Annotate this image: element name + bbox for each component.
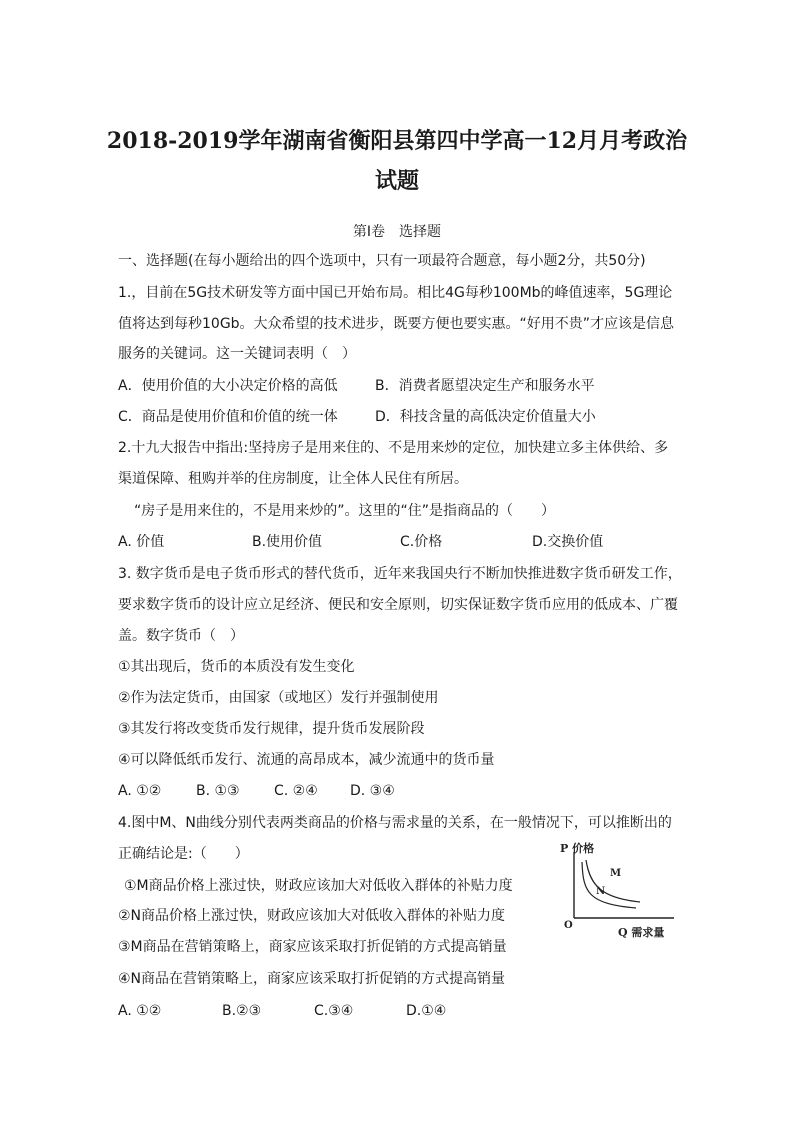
q2-option-a: A. 价值 <box>118 534 165 550</box>
q1-line-1: 1.，目前在5G技术研发等方面中国已开始布局。相比4G每秒100Mb的峰值速率，5G理论 <box>118 285 673 301</box>
q3-answer-a: A. ①② <box>118 783 162 799</box>
price-demand-figure <box>556 838 686 948</box>
q1-option-c: C．商品是使用价值和价值的统一体 <box>118 409 338 425</box>
y-axis-label: P 价格 <box>560 842 595 855</box>
q4-item-3: ③M商品在营销策略上，商家应该采取打折促销的方式提高销量 <box>118 939 507 955</box>
q2-line-3: “房子是用来住的，不是用来炒的”。这里的“住”是指商品的（ ） <box>134 503 556 519</box>
q2-option-d: D.交换价值 <box>532 534 604 550</box>
q3-line-3: 盖。数字货币（ ） <box>118 628 244 644</box>
q4-item-1: ①M商品价格上涨过快，财政应该加大对低收入群体的补贴力度 <box>124 878 513 894</box>
document-title-line2: 试题 <box>374 168 419 194</box>
q1-option-b: B．消费者愿望决定生产和服务水平 <box>375 378 595 394</box>
q1-line-2: 值将达到每秒10Gb。大众希望的技术进步，既要方便也要实惠。“好用不贵”才应该是信息 <box>118 316 675 332</box>
q4-line-1: 4.图中M、N曲线分别代表两类商品的价格与需求量的关系，在一般情况下，可以推断出的 <box>118 815 672 831</box>
q4-item-4: ④N商品在营销策略上，商家应该采取打折促销的方式提高销量 <box>118 971 506 987</box>
q3-item-4: ④可以降低纸币发行、流通的高昂成本，减少流通中的货币量 <box>118 752 495 768</box>
q4-line-2: 正确结论是:（ ） <box>118 846 249 862</box>
q1-option-d: D．科技含量的高低决定价值量大小 <box>375 409 596 425</box>
instruction-text: 一、选择题(在每小题给出的四个选项中，只有一项最符合题意，每小题2分，共50分) <box>118 253 646 269</box>
q4-answer-c: C.③④ <box>314 1003 354 1019</box>
q3-answer-b: B. ①③ <box>196 783 240 799</box>
q1-option-a: A．使用价值的大小决定价格的高低 <box>118 378 338 394</box>
q3-line-2: 要求数字货币的设计应立足经济、便民和安全原则，切实保证数字货币应用的低成本、广覆 <box>118 597 678 613</box>
curve-m <box>586 860 640 902</box>
q4-answer-a: A. ①② <box>118 1003 162 1019</box>
curve-n <box>582 862 636 908</box>
q3-item-1: ①其出现后，货币的本质没有发生变化 <box>118 659 355 675</box>
q2-line-1: 2.十九大报告中指出:坚持房子是用来住的、不是用来炒的定位，加快建立多主体供给、多 <box>118 440 669 456</box>
curve-n-label: N <box>596 886 606 897</box>
x-axis-label: Q 需求量 <box>618 926 665 939</box>
origin-label: O <box>564 920 573 931</box>
document-title-line1: 2018-2019学年湖南省衡阳县第四中学高一12月月考政治 <box>106 128 688 154</box>
curve-m-label: M <box>610 868 622 879</box>
q3-item-3: ③其发行将改变货币发行规律，提升货币发展阶段 <box>118 721 425 737</box>
q4-item-2: ②N商品价格上涨过快，财政应该加大对低收入群体的补贴力度 <box>118 908 506 924</box>
q1-line-3: 服务的关键词。这一关键词表明（ ） <box>118 346 356 362</box>
q4-answer-b: B.②③ <box>222 1003 262 1019</box>
q2-option-b: B.使用价值 <box>252 534 323 550</box>
q3-answer-c: C. ②④ <box>274 783 318 799</box>
section-heading: 第Ⅰ卷 选择题 <box>352 224 442 240</box>
q2-option-c: C.价格 <box>400 534 443 550</box>
q4-answer-d: D.①④ <box>406 1003 447 1019</box>
q3-line-1: 3. 数字货币是电子货币形式的替代货币，近年来我国央行不断加快推进数字货币研发工作， <box>118 566 682 582</box>
q3-answer-d: D. ③④ <box>350 783 395 799</box>
q2-line-2: 渠道保障、租购并举的住房制度，让全体人民住有所居。 <box>118 471 468 487</box>
q3-item-2: ②作为法定货币，由国家（或地区）发行并强制使用 <box>118 690 439 706</box>
